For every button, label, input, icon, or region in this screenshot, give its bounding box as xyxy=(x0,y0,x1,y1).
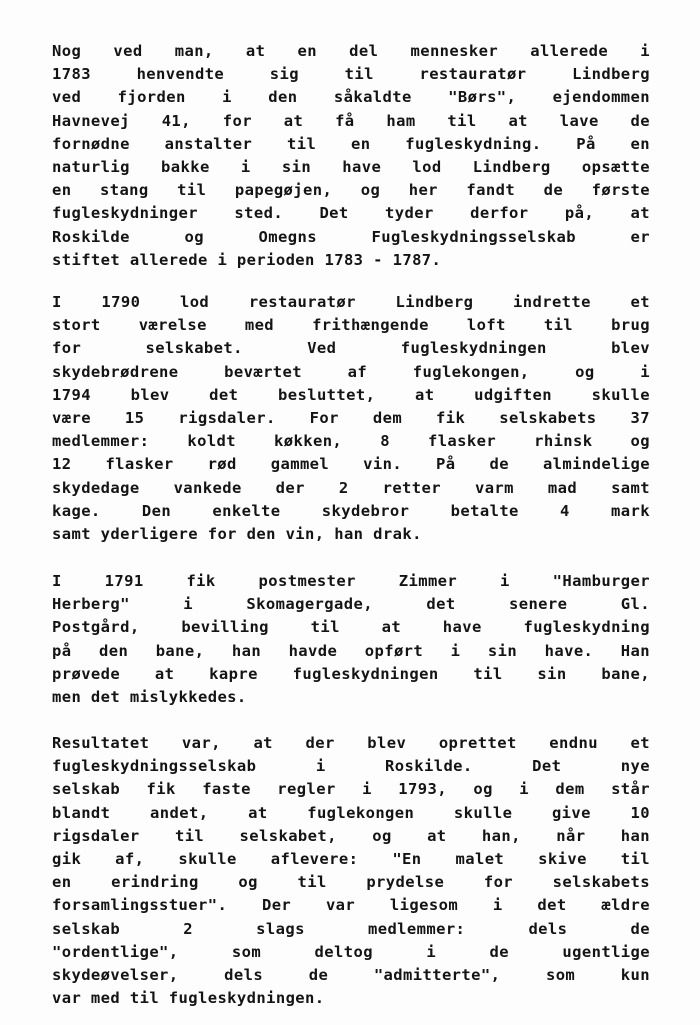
text-line: Postgård, bevilling til at have fugleskydning xyxy=(52,618,650,637)
text-line: "ordentlige", som deltog i de ugentlige xyxy=(52,942,650,961)
text-line: 1783 henvendte sig til restauratør Lindberg xyxy=(52,65,650,84)
text-line: gik af, skulle aflevere: "En malet skive til xyxy=(52,849,650,868)
text-line: 1794 blev det besluttet, at udgiften skulle xyxy=(52,385,650,404)
text-line: fugleskydninger sted. Det tyder derfor på, at xyxy=(52,204,650,223)
paragraph-3 xyxy=(52,570,650,709)
paragraph-4 xyxy=(52,732,650,1010)
text-line: Resultatet var, at der blev oprettet endnu et xyxy=(52,734,650,752)
text-line: en erindring og til prydelse for selskabets xyxy=(52,873,650,892)
text-line: på den bane, han havde opført i sin have. Han xyxy=(52,641,650,660)
text-line: selskab fik faste regler i 1793, og i dem står xyxy=(52,780,650,799)
text-line: kage. Den enkelte skydebror betalte 4 mark xyxy=(52,501,650,520)
text-line: en stang til papegøjen, og her fandt de første xyxy=(52,181,650,200)
text-line: I 1791 fik postmester Zimmer i "Hamburger xyxy=(52,572,650,590)
text-line: men det mislykkedes. xyxy=(52,687,247,706)
text-line: 12 flasker rød gammel vin. På de almindelige xyxy=(52,455,650,474)
text-line: skydedage vankede der 2 retter varm mad samt xyxy=(52,478,650,497)
text-line: fugleskydningsselskab i Roskilde. Det nye xyxy=(52,757,650,776)
text-line: prøvede at kapre fugleskydningen til sin bane, xyxy=(52,664,650,683)
text-line: stort værelse med frithængende loft til brug xyxy=(52,316,650,335)
text-line: skydebrødrene beværtet af fuglekongen, og i xyxy=(52,362,650,381)
text-line: var med til fugleskydningen. xyxy=(52,989,325,1008)
paragraph-1 xyxy=(52,40,650,272)
text-line: Herberg" i Skomagergade, det senere Gl. xyxy=(52,595,650,614)
text-line: Roskilde og Omegns Fugleskydningsselskab er xyxy=(52,227,650,246)
text-line: blandt andet, at fuglekongen skulle give 10 xyxy=(52,803,650,822)
text-line: fornødne anstalter til en fugleskydning. På en xyxy=(52,134,650,153)
text-line: rigsdaler til selskabet, og at han, når han xyxy=(52,826,650,845)
text-line: Nog ved man, at en del mennesker allerede i xyxy=(52,42,650,60)
text-line: stiftet allerede i perioden 1783 - 1787. xyxy=(52,250,442,269)
text-line: ved fjorden i den såkaldte "Børs", ejendommen xyxy=(52,88,650,107)
text-line: naturlig bakke i sin have lod Lindberg opsætte xyxy=(52,157,650,176)
text-line: skydeøvelser, dels de "admitterte", som kun xyxy=(52,965,650,984)
text-line: forsamlingsstuer". Der var ligesom i det ældre xyxy=(52,896,650,915)
text-line: medlemmer: koldt køkken, 8 flasker rhinsk og xyxy=(52,432,650,451)
text-line: være 15 rigsdaler. For dem fik selskabets 37 xyxy=(52,408,650,427)
text-line: for selskabet. Ved fugleskydningen blev xyxy=(52,339,650,358)
text-line: samt yderligere for den vin, han drak. xyxy=(52,524,422,543)
text-line: Havnevej 41, for at få ham til at lave de xyxy=(52,111,650,130)
paragraph-2 xyxy=(52,291,650,546)
text-line: I 1790 lod restauratør Lindberg indrette et xyxy=(52,293,650,311)
text-line: selskab 2 slags medlemmer: dels de xyxy=(52,919,650,938)
